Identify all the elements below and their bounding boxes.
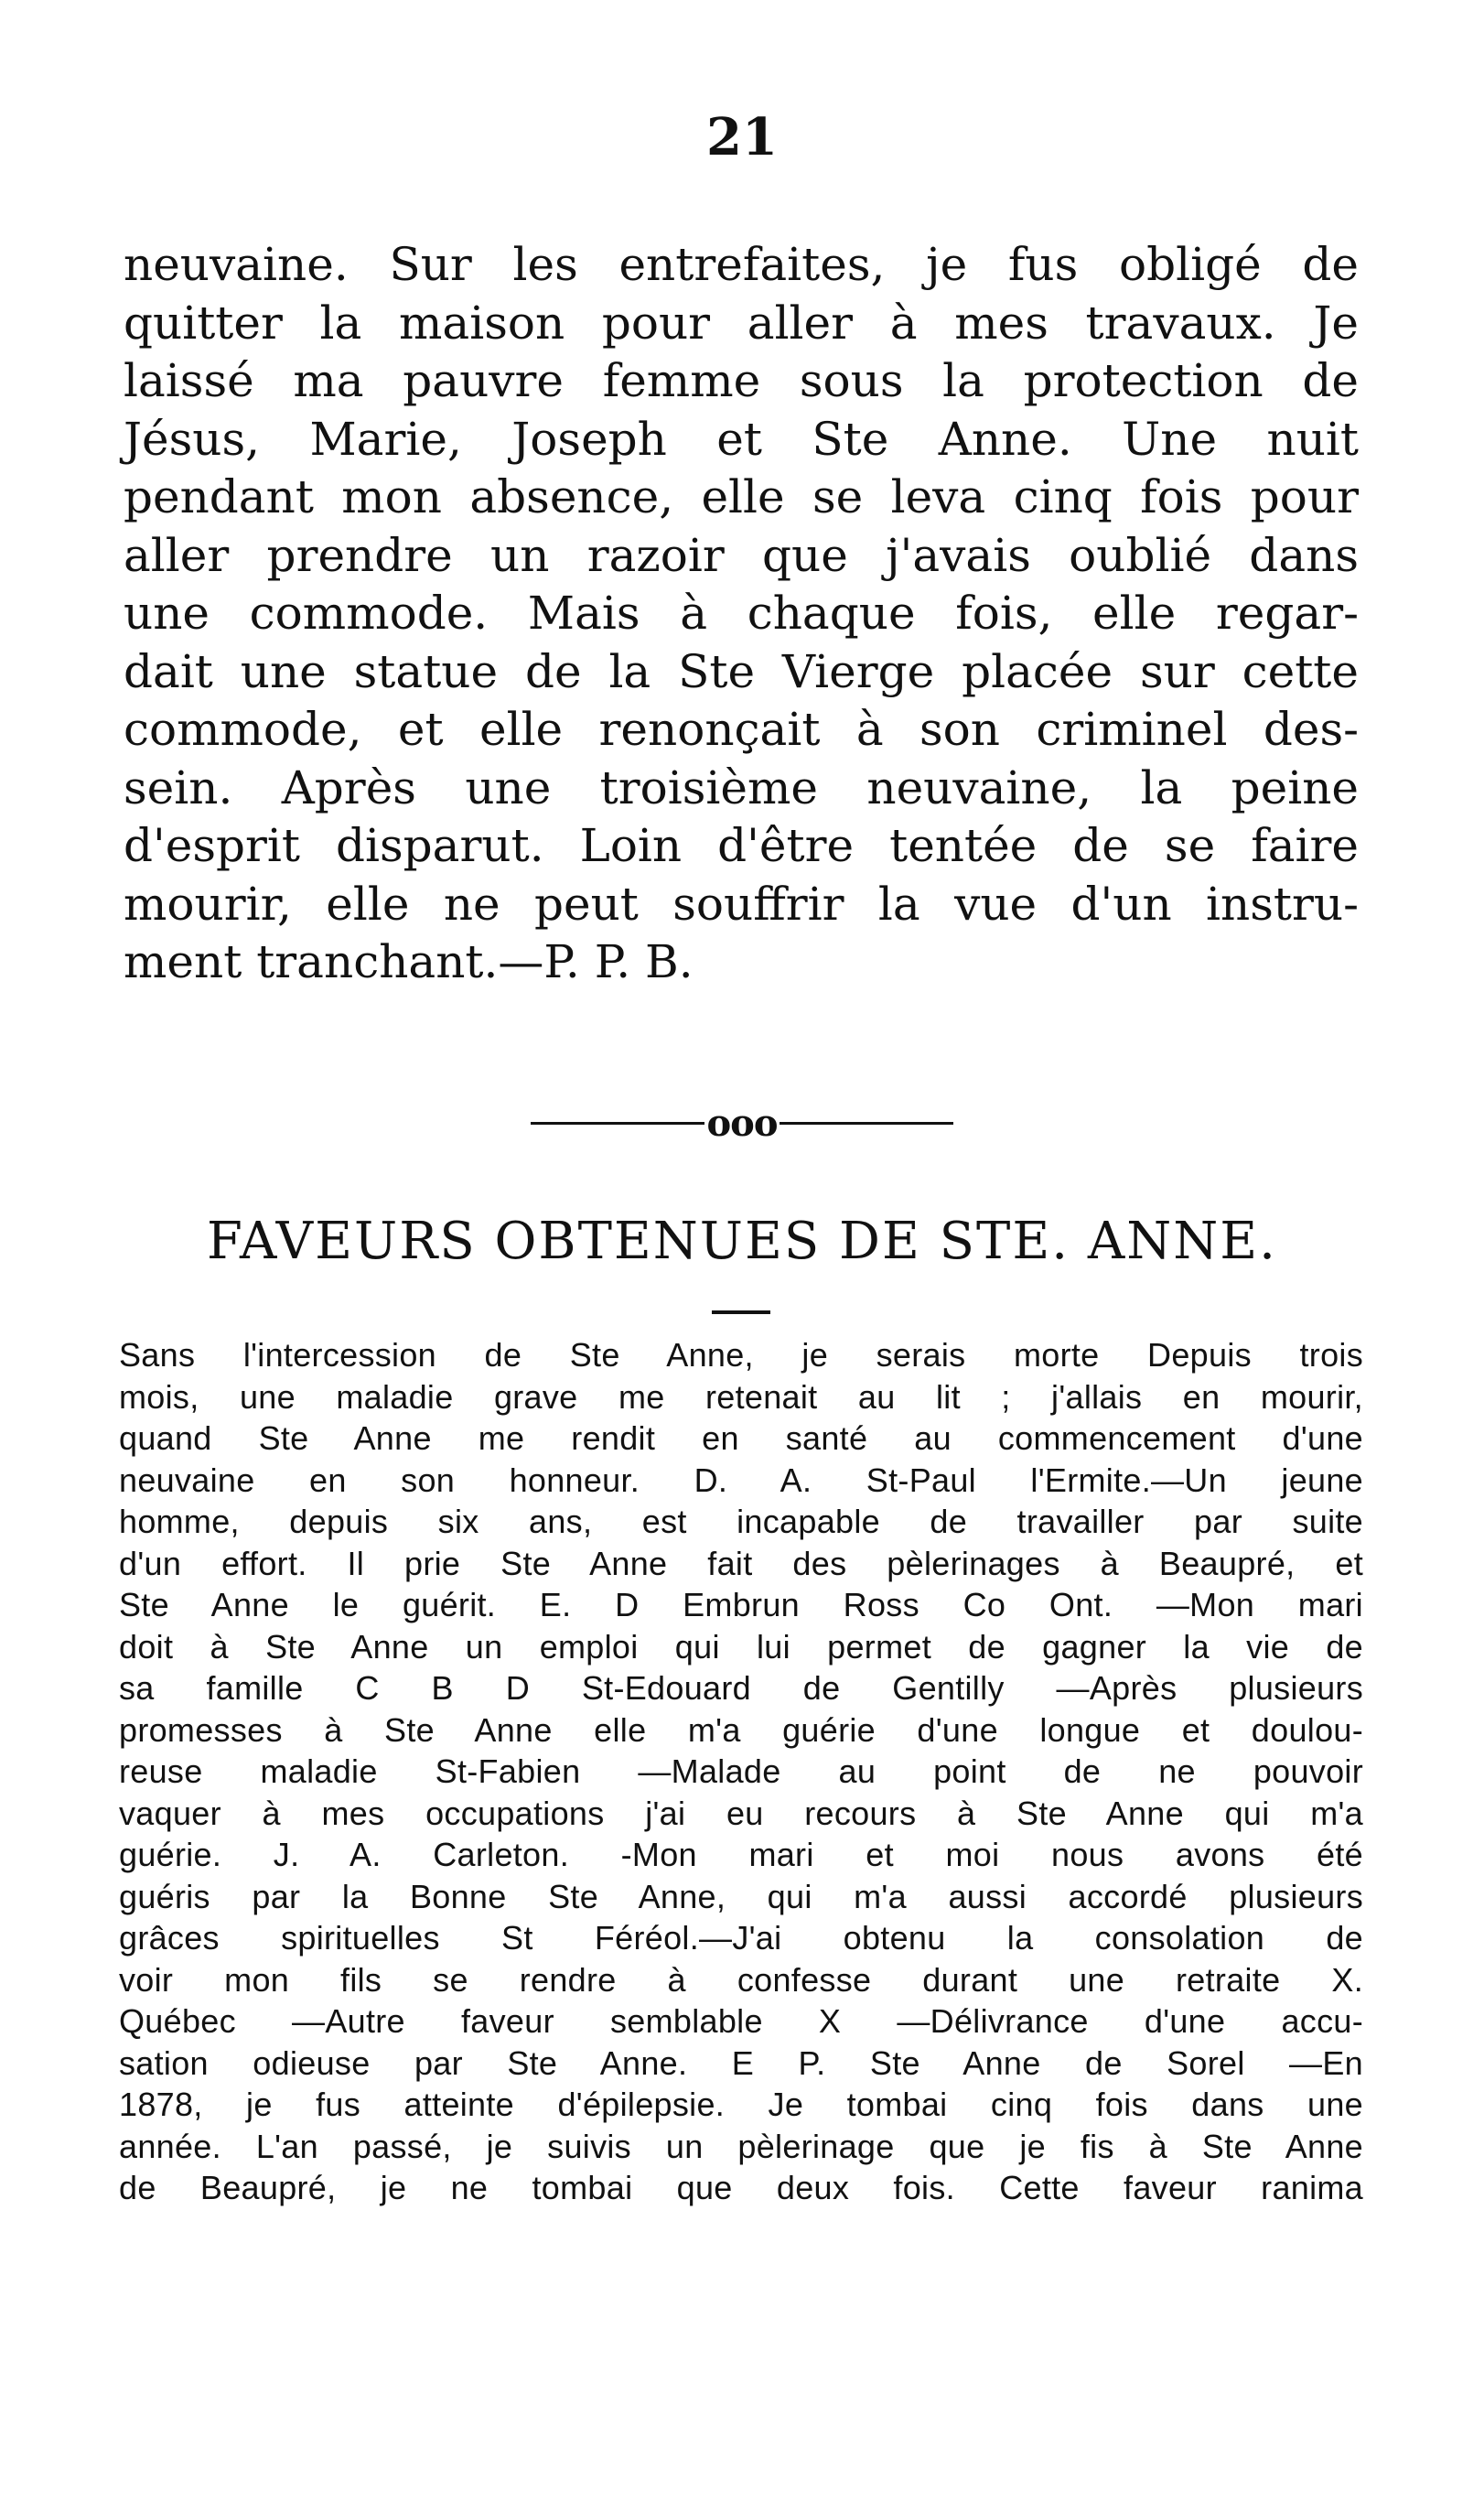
- text-line: neuvaine. Sur les entrefaites, je fus obligé de: [124, 238, 1359, 291]
- text-line: Ste Anne le guérit. E. D Embrun Ross Co Ont. —Mon mari: [119, 1586, 1363, 1623]
- text-line: dait une statue de la Ste Vierge placée sur cette: [124, 644, 1359, 698]
- text-line: ment tranchant.—P. P. B.: [124, 935, 694, 988]
- text-line: voir mon fils se rendre à confesse durant une retraite X.: [119, 1960, 1363, 1999]
- title-dash: [712, 1310, 770, 1314]
- text-line: quand Ste Anne me rendit en santé au commencement d'une: [119, 1419, 1363, 1457]
- text-line: d'esprit disparut. Loin d'être tentée de se faire: [124, 819, 1359, 872]
- text-line: reuse maladie St-Fabien —Malade au point de ne pouvoir: [119, 1752, 1363, 1790]
- text-line: neuvaine en son honneur. D. A. St-Paul l'Ermite.—Un jeune: [119, 1461, 1363, 1499]
- text-line: commode, et elle renonçait à son criminel des-: [124, 703, 1359, 756]
- text-line: homme, depuis six ans, est incapable de travailler par suite: [119, 1503, 1363, 1540]
- divider-rule-right: [780, 1122, 953, 1125]
- text-line: vaquer à mes occupations j'ai eu recours à Ste Anne qui m'a: [119, 1794, 1363, 1832]
- favors-paragraph: [119, 1334, 1363, 2209]
- text-line: sein. Après une troisième neuvaine, la peine: [124, 760, 1359, 814]
- text-line: mourir, elle ne peut souffrir la vue d'un instru-: [124, 877, 1359, 931]
- text-line: guéris par la Bonne Ste Anne, qui m'a aussi accordé plusieurs: [119, 1877, 1363, 1915]
- text-line: année. L'an passé, je suivis un pèlerinage que je fis à Ste Anne: [119, 2127, 1363, 2165]
- text-line: Sans l'intercession de Ste Anne, je serais morte Depuis trois: [119, 1336, 1363, 1374]
- main-paragraph: [124, 236, 1359, 992]
- text-line: aller prendre un razoir que j'avais oublié dans: [124, 528, 1359, 582]
- text-line: pendant mon absence, elle se leva cinq fois pour: [124, 470, 1359, 523]
- text-line: sa famille C B D St-Edouard de Gentilly —Après plusieurs: [119, 1669, 1363, 1707]
- text-line: d'un effort. Il prie Ste Anne fait des pèlerinages à Beaupré, et: [119, 1544, 1363, 1582]
- text-line: laissé ma pauvre femme sous la protection de: [124, 354, 1359, 407]
- divider-mark: ooo: [706, 1101, 778, 1145]
- text-line: promesses à Ste Anne elle m'a guérie d'une longue et doulou-: [119, 1710, 1363, 1749]
- text-line: une commode. Mais à chaque fois, elle regar-: [124, 587, 1359, 640]
- text-line: de Beaupré, je ne tombai que deux fois. Cette faveur ranima: [119, 2169, 1363, 2206]
- text-line: guérie. J. A. Carleton. -Mon mari et moi nous avons été: [119, 1836, 1363, 1873]
- text-line: Jésus, Marie, Joseph et Ste Anne. Une nuit: [124, 412, 1359, 466]
- divider-rule-left: [531, 1122, 704, 1125]
- text-line: doit à Ste Anne un emploi qui lui permet de gagner la vie de: [119, 1627, 1363, 1666]
- text-line: mois, une maladie grave me retenait au lit ; j'allais en mourir,: [119, 1377, 1363, 1416]
- text-line: grâces spirituelles St Féréol.—J'ai obtenu la consolation de: [119, 1919, 1363, 1957]
- text-line: quitter la maison pour aller à mes travaux. Je: [124, 296, 1359, 350]
- section-divider: [0, 1100, 1484, 1146]
- page-number: 21: [706, 107, 778, 167]
- section-title: FAVEURS OBTENUES DE STE. ANNE.: [207, 1212, 1277, 1271]
- text-line: sation odieuse par Ste Anne. E P. Ste Anne de Sorel —En: [119, 2043, 1363, 2082]
- text-line: Québec —Autre faveur semblable X —Délivrance d'une accu-: [119, 2002, 1363, 2040]
- text-line: 1878, je fus atteinte d'épilepsie. Je tombai cinq fois dans une: [119, 2086, 1363, 2123]
